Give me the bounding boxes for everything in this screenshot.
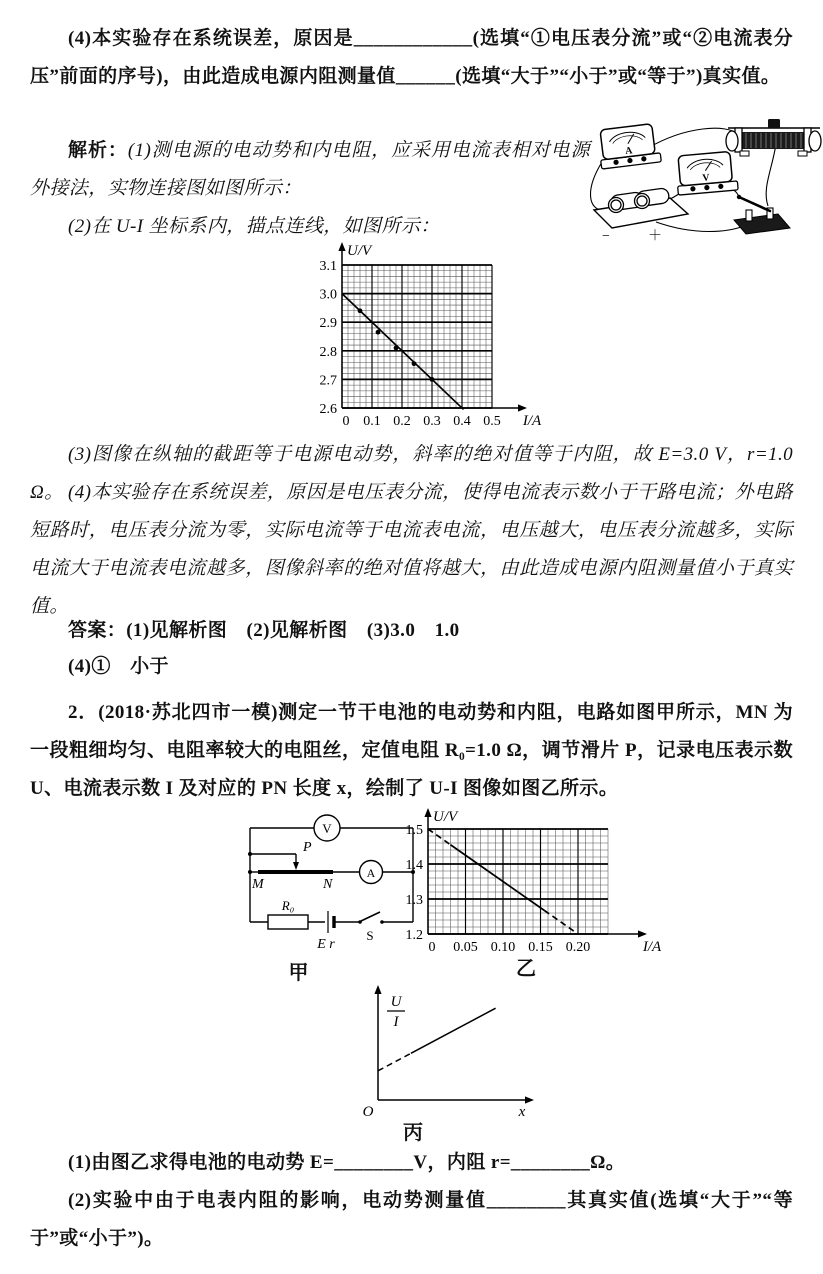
svg-text:0.3: 0.3 — [423, 414, 441, 429]
figure-caption-bing: 丙 — [403, 1122, 423, 1144]
analysis-paragraph-2: (2)在 U-I 坐标系内，描点连线，如图所示： — [68, 216, 440, 237]
battery-pack-illustration — [594, 188, 688, 228]
switch-lever — [361, 912, 380, 921]
rheostat-illustration — [726, 119, 821, 156]
svg-text:0.2: 0.2 — [393, 414, 411, 429]
ui-graph-yi — [388, 804, 672, 964]
battery-plus-label: ＋ — [648, 229, 662, 242]
svg-text:0.15: 0.15 — [528, 940, 553, 955]
svg-text:U/V: U/V — [433, 809, 458, 825]
svg-text:2.9: 2.9 — [319, 316, 337, 332]
svg-text:U/V: U/V — [347, 243, 372, 259]
svg-text:2.8: 2.8 — [319, 344, 337, 360]
resistor-R0-symbol — [268, 915, 308, 929]
svg-text:0.5: 0.5 — [483, 414, 501, 429]
figure-caption-jia: 甲 — [288, 962, 309, 984]
ammeter-letter: A — [624, 145, 634, 158]
ammeter-illustration — [597, 123, 661, 169]
svg-text:0: 0 — [342, 414, 350, 429]
svg-text:x: x — [518, 1104, 526, 1120]
voltmeter-label: V — [322, 821, 332, 836]
analysis-paragraph-3: (3)图像在纵轴的截距等于电源电动势，斜率的绝对值等于内阻，故 E=3.0 V，r=1.0 Ω。 — [30, 444, 793, 503]
svg-text:O: O — [362, 1104, 374, 1120]
svg-text:0.10: 0.10 — [490, 940, 516, 955]
voltmeter-illustration — [675, 151, 738, 195]
question2-part2: (2)实验中由于电表内阻的影响，电动势测量值________其真实值(选填“大于”“等于”或“小于”)。 — [30, 1190, 793, 1249]
analysis-ui-graph — [296, 240, 548, 440]
switch-S-label: S — [366, 928, 374, 943]
question1-part4-text: (4)本实验存在系统误差，原因是____________(选填“①电压表分流”或“②电流表分压”前面的序号)，由此造成电源内阻测量值______(选填“大于”“小于”或“等于”)真实值。 — [30, 28, 793, 87]
resistor-R0-label: R₀ — [281, 898, 295, 913]
question2-stem: 2．(2018·苏北四市一模)测定一节干电池的电动势和内阻，电路如图甲所示，MN 为一段粗细均匀、电阻率较大的电阻丝，定值电阻 R₀=1.0 Ω，调节滑片 P，记录电压表示数 U、电流表示数 I 及对应的 PN 长度 x，绘制了 U-I 图像如图乙所示。 — [30, 702, 793, 799]
svg-text:3.0: 3.0 — [319, 287, 337, 303]
svg-text:2.7: 2.7 — [319, 373, 337, 389]
answer-content-1: (1)见解析图 (2)见解析图 (3)3.0 1.0 — [126, 620, 460, 641]
ui-x-graph-bing — [330, 982, 550, 1122]
answer-line-1 — [30, 612, 793, 650]
svg-text:0.20: 0.20 — [565, 940, 591, 955]
svg-text:2.6: 2.6 — [319, 402, 337, 417]
svg-text:I: I — [393, 1014, 399, 1030]
battery-Er-label: E r — [317, 937, 335, 952]
figure-caption-yi: 乙 — [516, 958, 536, 980]
svg-text:1.3: 1.3 — [405, 893, 423, 908]
svg-text:0: 0 — [428, 940, 436, 955]
analysis-paragraph-4: (4)本实验存在系统误差，原因是电压表分流，使得电流表示数小于干路电流；外电路短路时，电压表分流为零，实际电流等于电流表电流，电压越大，电压表分流越多，实际电流大于电流表电流越多，图像斜率的绝对值将越大，由此造成电源内阻测量值小于真实值。 — [30, 482, 793, 617]
answer-line-2: (4)① 小于 — [68, 656, 169, 677]
switch-illustration — [734, 195, 790, 234]
answer-label: 答案： — [68, 620, 127, 641]
apparatus-connection-illustration — [586, 100, 823, 242]
svg-text:0.1: 0.1 — [363, 414, 381, 429]
battery-minus-label: − — [602, 229, 610, 242]
svg-text:I/A: I/A — [522, 413, 542, 429]
analysis-paragraph-1 — [30, 132, 590, 208]
analysis-text-1: (1)测电源的电动势和内电阻，应采用电流表相对电源外接法，实物连接图如图所示： — [30, 140, 591, 199]
slider-arrow — [293, 862, 299, 870]
question2-part1: (1)由图乙求得电池的电动势 E=________V，内阻 r=________Ω。 — [68, 1152, 626, 1173]
ammeter-label: A — [366, 866, 376, 880]
svg-text:3.1: 3.1 — [319, 259, 337, 274]
svg-text:1.5: 1.5 — [405, 823, 423, 838]
slider-P-label: P — [303, 840, 312, 855]
svg-text:U: U — [390, 994, 402, 1010]
wire-M-label: M — [252, 877, 264, 892]
analysis-label: 解析： — [68, 140, 128, 161]
svg-text:1.4: 1.4 — [405, 858, 423, 873]
voltmeter-letter: V — [701, 172, 711, 184]
svg-text:0.05: 0.05 — [453, 940, 478, 955]
svg-text:0.4: 0.4 — [453, 414, 471, 429]
svg-text:1.2: 1.2 — [405, 928, 423, 943]
wire-N-label: N — [323, 877, 333, 892]
svg-text:I/A: I/A — [642, 939, 662, 955]
